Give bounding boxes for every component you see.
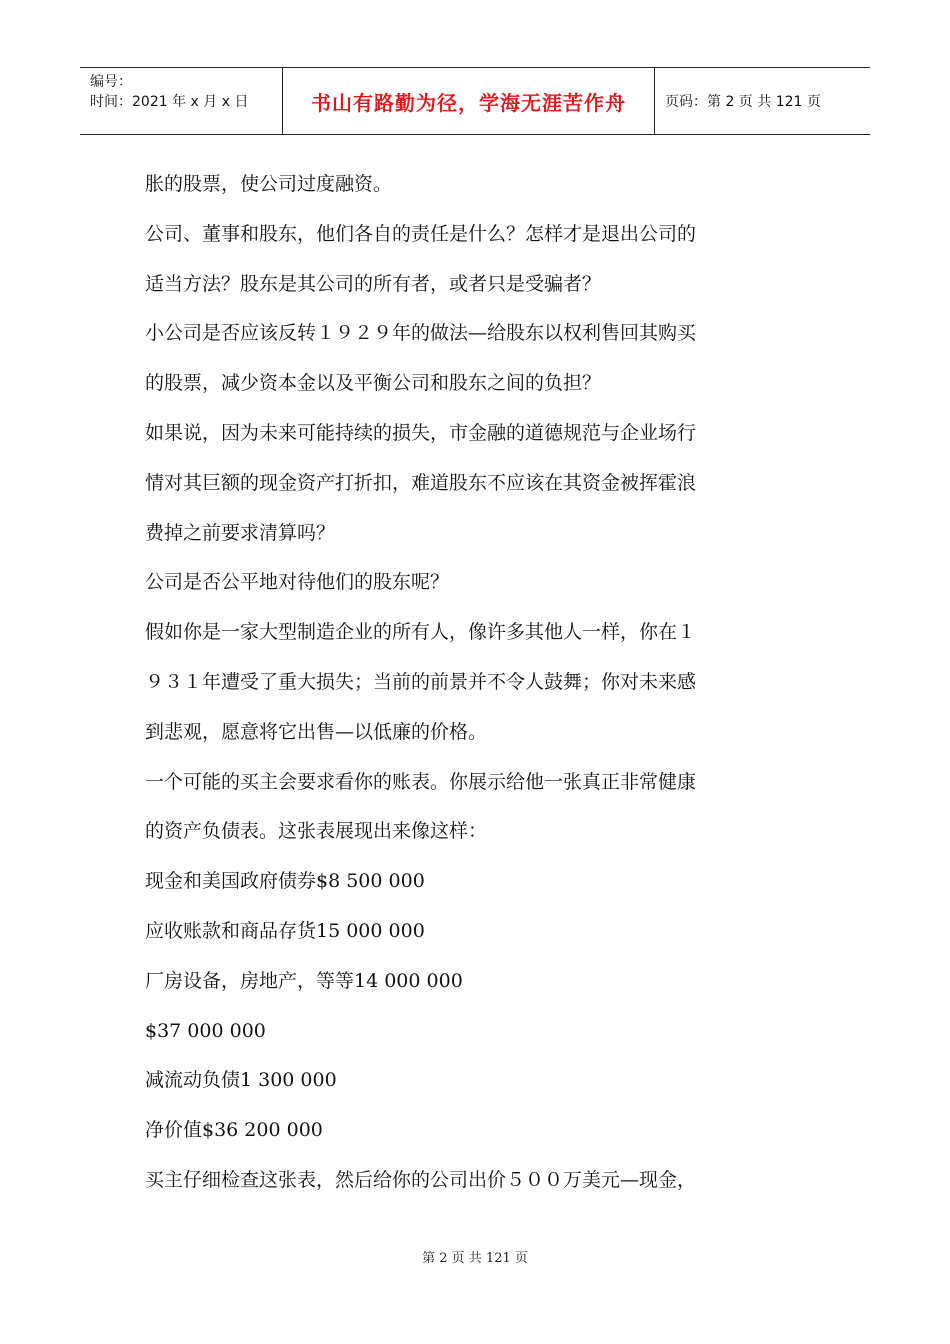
balance-line-liabilities: 减流动负债1 300 000 xyxy=(145,1069,337,1092)
balance-line-cash: 现金和美国政府债券$8 500 000 xyxy=(145,870,425,893)
balance-line-total: $37 000 000 xyxy=(145,1019,266,1042)
text-line: 的股票，减少资本金以及平衡公司和股东之间的负担？ xyxy=(145,372,602,395)
header-motto: 书山有路勤为径，学海无涯苦作舟 xyxy=(311,90,626,115)
page-footer: 第 2 页 共 121 页 xyxy=(422,1251,528,1266)
text-line: ９３１年遭受了重大损失；当前的前景并不令人鼓舞；你对未来感 xyxy=(145,670,697,693)
text-line: 的资产负债表。这张表展现出来像这样： xyxy=(145,820,488,843)
text-line: 费掉之前要求清算吗？ xyxy=(145,521,336,544)
document-body xyxy=(145,160,805,1206)
text-line: 小公司是否应该反转１９２９年的做法—给股东以权利售回其购买 xyxy=(145,322,697,345)
header-motto-cell xyxy=(283,68,655,134)
page-header xyxy=(80,67,870,135)
balance-line-receivables: 应收账款和商品存货15 000 000 xyxy=(145,919,425,942)
header-page-info: 页码：第 2 页 共 121 页 xyxy=(665,94,821,110)
text-line: 适当方法？股东是其公司的所有者，或者只是受骗者？ xyxy=(145,272,602,295)
text-line: 买主仔细检查这张表，然后给你的公司出价５００万美元—现金， xyxy=(145,1168,697,1191)
text-line: 假如你是一家大型制造企业的所有人，像许多其他人一样，你在１ xyxy=(145,621,697,644)
header-meta xyxy=(80,68,283,134)
text-line: 到悲观，愿意将它出售—以低廉的价格。 xyxy=(145,720,488,743)
doc-time-label: 时间：2021 年 x 月 x 日 xyxy=(90,94,249,110)
balance-line-net-worth: 净价值$36 200 000 xyxy=(145,1119,323,1142)
text-line: 公司、董事和股东，他们各自的责任是什么？怎样才是退出公司的 xyxy=(145,222,697,245)
doc-number-label: 编号： xyxy=(90,74,132,90)
balance-line-plant: 厂房设备，房地产，等等14 000 000 xyxy=(145,969,463,992)
text-line: 胀的股票，使公司过度融资。 xyxy=(145,173,393,195)
text-line: 如果说，因为未来可能持续的损失，市金融的道德规范与企业场行 xyxy=(145,421,697,444)
text-line: 公司是否公平地对待他们的股东呢？ xyxy=(145,571,450,594)
text-line: 一个可能的买主会要求看你的账表。你展示给他一张真正非常健康 xyxy=(145,770,697,793)
text-line: 情对其巨额的现金资产打折扣，难道股东不应该在其资金被挥霍浪 xyxy=(145,471,697,494)
